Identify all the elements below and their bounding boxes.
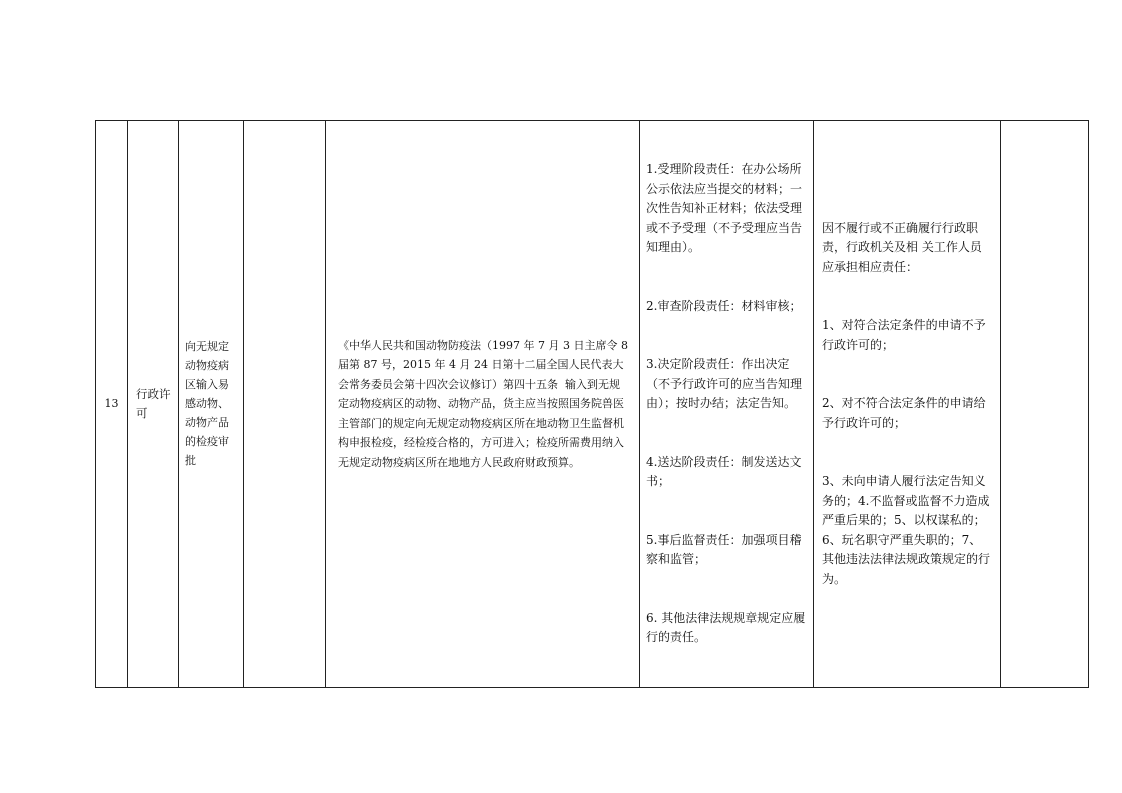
subitem-cell [244,121,326,688]
responsibility-item: 5.事后监督责任：加强项目稽察和监管； [646,532,802,566]
responsibility-list [640,121,813,687]
responsibility-item: 3.决定阶段责任：作出决定（不予行政许可的应当告知理由）；按时办结；法定告知。 [646,357,803,410]
liability-list [814,180,1000,629]
item-cell [179,121,244,688]
responsibility-item: 1.受理阶段责任：在办公场所公示依法应当提交的材料；一次性告知补正材料；依法受理或不予受理（不予受理应当告知理由）。 [646,162,803,254]
remark-cell [1001,121,1089,688]
table-row [96,121,1089,688]
responsibility-cell [640,121,814,688]
row-number: 13 [104,397,119,411]
responsibility-item: 6. 其他法律法规规章规定应履行的责任。 [646,610,806,644]
category-cell [128,121,179,688]
row-number-cell [96,121,128,688]
responsibility-table [95,120,1089,688]
liability-intro: 因不履行或不正确履行行政职责，行政机关及相 关工作人员应承担相应责任： [822,220,982,274]
legal-basis: 《中华人民共和国动物防疫法（1997 年 7 月 3 日主席令 8 届第 87 号，2015 年 4 月 24 日第十二届全国人民代表大会常务委员会第十四次会议修订）第四十五条 输入到无规定动物疫病区的动物、动物产品，货主应当按照国务院兽医主管部门的规定向无规定动物疫病区所在地动物卫生监督机构申报检疫，经检疫合格的，方可进入；检疫所需费用纳入无规定动物疫病区所在地地方人民政府财政预算。 [338,338,632,469]
item-name: 向无规定动物疫病区输入易感动物、动物产品的检疫审批 [185,340,229,468]
liability-item: 2、对不符合法定条件的申请给予行政许可的； [822,396,986,430]
power-category: 行政许可 [136,386,171,420]
liability-item: 3、未向申请人履行法定告知义务的；4.不监督或监督不力造成严重后果的；5、以权谋私的；6、玩名职守严重失职的；7、其他违法法律法规政策规定的行为。 [822,474,991,586]
liability-item: 1、对符合法定条件的申请不予行政许可的； [822,318,986,352]
responsibility-item: 2.审查阶段责任：材料审核； [646,298,802,313]
liability-cell [814,121,1001,688]
responsibility-item: 4.送达阶段责任：制发送达文书； [646,454,802,488]
legal-basis-cell [326,121,640,688]
